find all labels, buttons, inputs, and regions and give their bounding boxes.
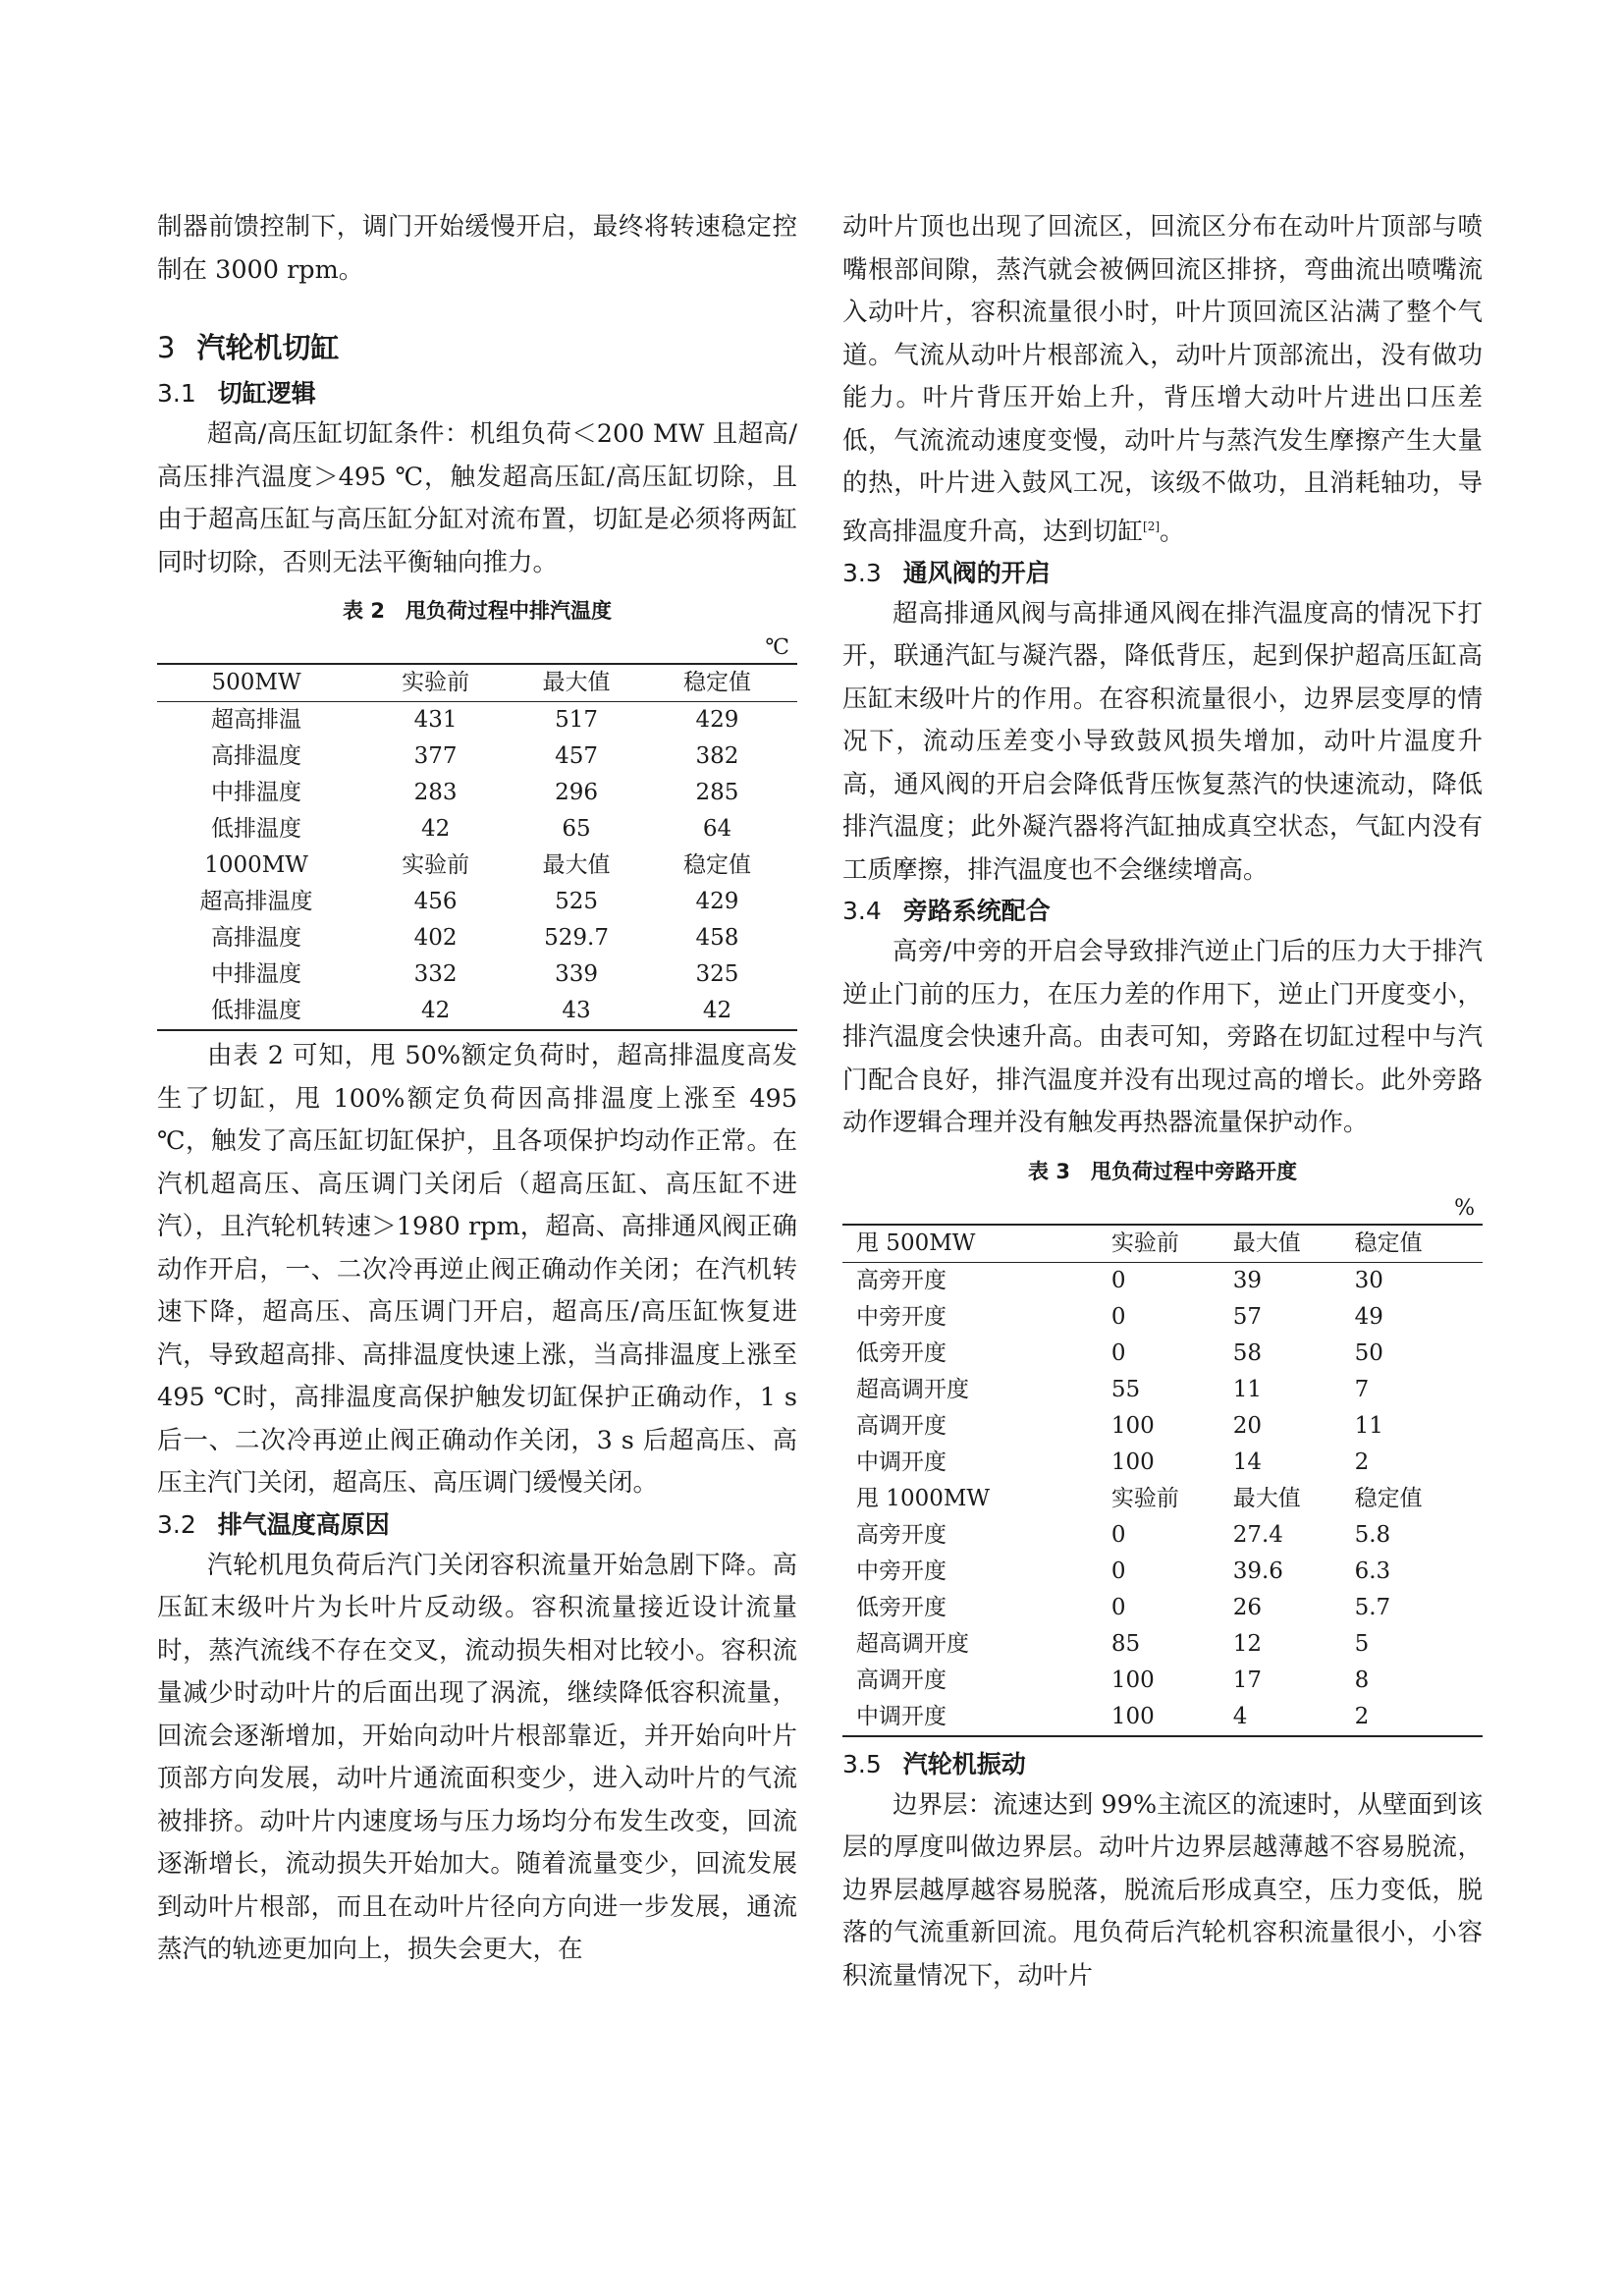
- table-row: [842, 1408, 1483, 1445]
- table-cell: 稳定值: [682, 852, 751, 878]
- table-cell: 42: [420, 816, 451, 842]
- table-cell: 低旁开度: [856, 1339, 947, 1366]
- table-cell: 5: [1354, 1630, 1370, 1657]
- table-cell: 100: [1110, 1667, 1155, 1693]
- table-cell: 402: [413, 925, 458, 951]
- table-cell: 39.6: [1232, 1558, 1283, 1584]
- table-header-row: [842, 1225, 1483, 1263]
- table-cell: 100: [1111, 1699, 1233, 1736]
- subsection-heading-3-2: [157, 1505, 797, 1545]
- table-cell: 42: [355, 993, 515, 1030]
- subsection-title: 汽轮机振动: [902, 1749, 1026, 1778]
- table-2-caption: 表 2 甩负荷过程中排汽温度: [343, 599, 612, 623]
- table-cell: 525: [555, 889, 598, 914]
- table-cell: 最大值: [542, 852, 611, 878]
- table-row: [842, 1699, 1483, 1736]
- table-cell: 高调开度: [856, 1412, 947, 1439]
- table-cell: 高旁开度: [856, 1267, 947, 1293]
- table-cell: 382: [695, 743, 739, 769]
- table-row: [157, 847, 797, 884]
- paragraph-continuation: 制器前馈控制下，调门开始缓慢开启，最终将转速稳定控制在 3000 rpm。: [157, 212, 797, 285]
- table-cell: 58: [1232, 1339, 1262, 1366]
- subsection-heading-3-1: [157, 374, 797, 413]
- table-2: [157, 663, 797, 1031]
- table-row: [842, 1517, 1483, 1554]
- table-cell: 超高排温度: [199, 889, 313, 914]
- table-cell: 0: [1110, 1521, 1126, 1548]
- subsection-number: 3.4: [842, 897, 882, 925]
- table-cell: 中调开度: [856, 1449, 947, 1475]
- subsection-heading-3-3: [842, 554, 1483, 593]
- table-cell: 稳定值: [1355, 1225, 1483, 1263]
- table-cell: 甩 1000MW: [856, 1485, 991, 1511]
- table-row: [842, 1481, 1483, 1517]
- table-row: [157, 702, 797, 739]
- table-cell: 50: [1354, 1339, 1383, 1366]
- table-cell: 稳定值: [637, 664, 797, 702]
- table-cell: 高排温度: [211, 925, 302, 951]
- table-cell: 0: [1110, 1267, 1126, 1293]
- subsection-number: 3.5: [842, 1749, 882, 1778]
- table-cell: 中旁开度: [856, 1558, 947, 1584]
- paragraph-continuation-right: [842, 206, 1483, 554]
- table-cell: 实验前: [1111, 1225, 1233, 1263]
- table-cell: 457: [555, 743, 598, 769]
- table-cell: 稳定值: [1354, 1485, 1423, 1511]
- subsection-title: 切缸逻辑: [217, 379, 316, 408]
- table-cell: 低排温度: [211, 816, 302, 842]
- table-row: [157, 738, 797, 775]
- table-row: [157, 957, 797, 993]
- table-row: [157, 775, 797, 811]
- table-cell: 1000MW: [204, 852, 308, 878]
- table-cell: 超高排温: [211, 707, 302, 733]
- table-cell: 64: [702, 816, 732, 842]
- table-cell: 456: [413, 889, 458, 914]
- right-column: [842, 206, 1483, 1997]
- section-number: 3: [157, 331, 176, 364]
- table-cell: 500MW: [157, 664, 355, 702]
- table-header-row: [157, 664, 797, 702]
- table-cell: 低排温度: [157, 993, 355, 1030]
- table-cell: 42: [637, 993, 797, 1030]
- table-cell: 377: [413, 743, 458, 769]
- table-row: [842, 1445, 1483, 1481]
- table-row: [157, 920, 797, 957]
- table-cell: 429: [695, 889, 739, 914]
- table-cell: 高旁开度: [856, 1521, 947, 1548]
- paragraph-3-5: 边界层：流速达到 99%主流区的流速时，从壁面到该层的厚度叫做边界层。动叶片边界层越薄越不容易脱流，边界层越厚越容易脱落，脱流后形成真空，压力变低，脱落的气流重新回流。甩负荷后汽轮机容积流量很小，小容积流量情况下，动叶片: [842, 1789, 1483, 1991]
- table-cell: 517: [555, 707, 598, 733]
- paragraph-after-table-2: 由表 2 可知，甩 50%额定负荷时，超高排温度高发生了切缸，甩 100%额定负荷因高排温度上涨至 495 ℃，触发了高压缸切缸保护，且各项保护均动作正常。在汽机超高压、高压调门关闭后（超高压缸、高压缸不进汽），且汽轮机转速＞1980 rpm，超高、高排通风阀正确动作开启，一、二次冷再逆止阀正确动作关闭；在汽机转速下降，超高压、高压调门开启，超高压/高压缸恢复进汽，导致超高排、高排温度快速上涨，当高排温度上涨至 495 ℃时，高排温度高保护触发切缸保护正确动作，1 s 后一、二次冷再逆止阀正确动作关闭，3 s 后超高压、高压主汽门关闭，超高压、高压调门缓慢关闭。: [157, 1041, 797, 1498]
- left-column: [157, 206, 797, 1972]
- table-2-unit: ℃: [765, 635, 789, 660]
- paragraph-text: 动叶片顶也出现了回流区，回流区分布在动叶片顶部与喷嘴根部间隙，蒸汽就会被俩回流区排挤，弯曲流出喷嘴流入动叶片，容积流量很小时，叶片顶回流区沾满了整个气道。气流从动叶片根部流入，动叶片顶部流出，没有做功能力。叶片背压开始上升，背压增大动叶片进出口压差低，气流流动速度变慢，动叶片与蒸汽发生摩擦产生大量的热，叶片进入鼓风工况，该级不做功，且消耗轴功，导致高排温度升高，达到切缸: [842, 212, 1483, 546]
- table-cell: 12: [1232, 1630, 1262, 1657]
- subsection-number: 3.2: [157, 1509, 196, 1539]
- table-row: [842, 1262, 1483, 1299]
- table-cell: 中调开度: [842, 1699, 1111, 1736]
- table-cell: 285: [695, 780, 739, 805]
- table-cell: 2: [1355, 1699, 1483, 1736]
- table-3-caption: 表 3 甩负荷过程中旁路开度: [1028, 1159, 1297, 1183]
- table-cell: 最大值: [1233, 1225, 1355, 1263]
- table-cell: 0: [1110, 1339, 1126, 1366]
- table-cell: 20: [1232, 1412, 1262, 1439]
- table-row: [842, 1299, 1483, 1336]
- subsection-number: 3.3: [842, 558, 882, 587]
- table-cell: 8: [1354, 1667, 1370, 1693]
- table-cell: 实验前: [1110, 1485, 1179, 1511]
- table-cell: 6.3: [1354, 1558, 1391, 1584]
- table-row: [157, 884, 797, 920]
- reference-citation: [2]: [1143, 519, 1161, 533]
- table-cell: 55: [1110, 1376, 1141, 1402]
- table-3-unit: %: [1454, 1195, 1475, 1221]
- table-cell: 中排温度: [211, 780, 302, 805]
- table-row: [157, 811, 797, 847]
- table-cell: 最大值: [515, 664, 637, 702]
- paragraph-3-2: 汽轮机甩负荷后汽门关闭容积流量开始急剧下降。高压缸末级叶片为长叶片反动级。容积流量接近设计流量时，蒸汽流线不存在交叉，流动损失相对比较小。容积流量减少时动叶片的后面出现了涡流，继续降低容积流量，回流会逐渐增加，开始向动叶片根部靠近，并开始向叶片顶部方向发展，动叶片通流面积变少，进入动叶片的气流被排挤。动叶片内速度场与压力场均分布发生改变，回流逐渐增长，流动损失开始加大。随着流量变少，回流发展到动叶片根部，而且在动叶片径向方向进一步发展，通流蒸汽的轨迹更加向上，损失会更大，在: [157, 1550, 797, 1964]
- table-cell: 65: [562, 816, 591, 842]
- table-cell: 14: [1232, 1449, 1262, 1475]
- table-cell: 11: [1232, 1376, 1262, 1402]
- table-cell: 529.7: [544, 925, 609, 951]
- table-cell: 431: [413, 707, 458, 733]
- table-cell: 中排温度: [211, 961, 302, 987]
- table-cell: 30: [1354, 1267, 1383, 1293]
- subsection-heading-3-4: [842, 892, 1483, 931]
- table-cell: 高调开度: [856, 1667, 947, 1693]
- section-title: 汽轮机切缸: [196, 331, 340, 364]
- subsection-title: 排气温度高原因: [217, 1509, 390, 1539]
- table-cell: 0: [1110, 1558, 1126, 1584]
- table-cell: 17: [1232, 1667, 1262, 1693]
- table-cell: 2: [1354, 1449, 1370, 1475]
- table-cell: 4: [1233, 1699, 1355, 1736]
- table-cell: 最大值: [1232, 1485, 1301, 1511]
- table-cell: 11: [1354, 1412, 1383, 1439]
- table-cell: 429: [695, 707, 739, 733]
- table-3: [842, 1224, 1483, 1737]
- table-cell: 57: [1232, 1303, 1262, 1330]
- table-cell: 39: [1232, 1267, 1262, 1293]
- table-cell: 43: [515, 993, 637, 1030]
- table-cell: 超高调开度: [856, 1376, 969, 1402]
- table-cell: 0: [1110, 1594, 1126, 1620]
- paragraph-3-1: 超高/高压缸切缸条件：机组负荷＜200 MW 且超高/高压排汽温度＞495 ℃，触发超高压缸/高压缸切除，且由于超高压缸与高压缸分缸对流布置，切缸是必须将两缸同时切除，否则无法平衡轴向推力。: [157, 419, 797, 577]
- subsection-title: 通风阀的开启: [902, 558, 1051, 587]
- table-cell: 0: [1110, 1303, 1126, 1330]
- table-cell: 实验前: [355, 664, 515, 702]
- table-row: [842, 1554, 1483, 1590]
- table-row: [157, 993, 797, 1030]
- table-cell: 实验前: [402, 852, 470, 878]
- table-cell: 27.4: [1232, 1521, 1283, 1548]
- table-cell: 低旁开度: [856, 1594, 947, 1620]
- table-cell: 100: [1110, 1412, 1155, 1439]
- table-row: [842, 1663, 1483, 1699]
- table-cell: 高排温度: [211, 743, 302, 769]
- table-cell: 超高调开度: [856, 1630, 969, 1657]
- table-cell: 中旁开度: [856, 1303, 947, 1330]
- table-cell: 7: [1354, 1376, 1370, 1402]
- table-cell: 甩 500MW: [842, 1225, 1111, 1263]
- table-cell: 26: [1232, 1594, 1262, 1620]
- subsection-heading-3-5: [842, 1745, 1483, 1784]
- table-row: [842, 1626, 1483, 1663]
- paragraph-3-3: 超高排通风阀与高排通风阀在排汽温度高的情况下打开，联通汽缸与凝汽器，降低背压，起到保护超高压缸高压缸末级叶片的作用。在容积流量很小，边界层变厚的情况下，流动压差变小导致鼓风损失增加，动叶片温度升高，通风阀的开启会降低背压恢复蒸汽的快速流动，降低排汽温度；此外凝汽器将汽缸抽成真空状态，气缸内没有工质摩擦，排汽温度也不会继续增高。: [842, 598, 1483, 885]
- table-row: [842, 1590, 1483, 1626]
- table-cell: 5.7: [1354, 1594, 1391, 1620]
- table-cell: 339: [555, 961, 598, 987]
- table-row: [842, 1372, 1483, 1408]
- table-cell: 296: [555, 780, 598, 805]
- table-row: [842, 1336, 1483, 1372]
- paragraph-3-4: 高旁/中旁的开启会导致排汽逆止门后的压力大于排汽逆止门前的压力，在压力差的作用下，逆止门开度变小，排汽温度会快速升高。由表可知，旁路在切缸过程中与汽门配合良好，排汽温度并没有出现过高的增长。此外旁路动作逻辑合理并没有触发再热器流量保护动作。: [842, 937, 1483, 1137]
- subsection-number: 3.1: [157, 379, 196, 408]
- section-heading-3: [157, 327, 797, 368]
- table-cell: 283: [413, 780, 458, 805]
- table-cell: 5.8: [1354, 1521, 1391, 1548]
- table-cell: 100: [1110, 1449, 1155, 1475]
- table-cell: 458: [695, 925, 739, 951]
- table-cell: 49: [1354, 1303, 1383, 1330]
- table-cell: 325: [695, 961, 739, 987]
- table-cell: 332: [413, 961, 458, 987]
- subsection-title: 旁路系统配合: [902, 897, 1051, 925]
- paragraph-end: 。: [1160, 517, 1185, 546]
- table-cell: 85: [1110, 1630, 1141, 1657]
